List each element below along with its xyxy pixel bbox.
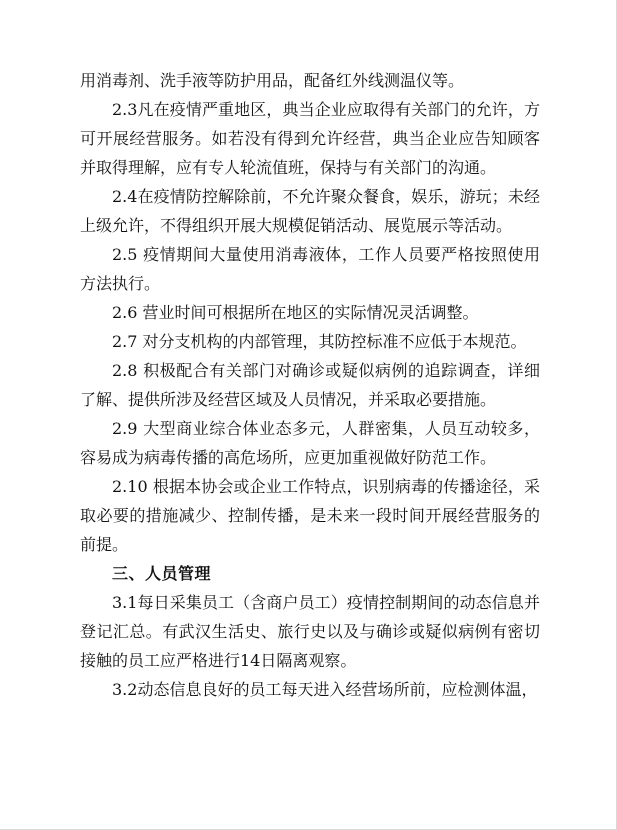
clause-3-2: 3.2动态信息良好的员工每天进入经营场所前，应检测体温， [112,680,538,699]
clause-2-8: 2.8 积极配合有关部门对确诊或疑似病例的追踪调查，详细了解、提供所涉及经营区域及人员情况，并采取必要措施。 [80,361,540,409]
clause-2-3: 2.3凡在疫情严重地区，典当企业应取得有关部门的允许，方可开展经营服务。如若没有得到允许经营，典当企业应告知顾客并取得理解，应有专人轮流值班，保持与有关部门的沟通。 [80,100,540,177]
paragraph-continued: 用消毒剂、洗手液等防护用品，配备红外线测温仪等。 [80,71,465,90]
clause-2-6: 2.6 营业时间可根据所在地区的实际情况灵活调整。 [112,303,479,322]
clause-2-9: 2.9 大型商业综合体业态多元，人群密集，人员互动较多，容易成为病毒传播的高危场所，应更加重视做好防范工作。 [80,419,540,467]
document-body [80,66,540,704]
clause-2-4: 2.4在疫情防控解除前，不允许聚众餐食，娱乐，游玩；未经上级允许，不得组织开展大规模促销活动、展览展示等活动。 [80,187,540,235]
clause-2-5: 2.5 疫情期间大量使用消毒液体，工作人员要严格按照使用方法执行。 [80,245,540,293]
section-heading-personnel: 三、人员管理 [112,564,212,583]
clause-2-10: 2.10 根据本协会或企业工作特点，识别病毒的传播途径，采取必要的措施减少、控制传播，是未来一段时间开展经营服务的前提。 [80,477,540,554]
clause-3-1: 3.1每日采集员工（含商户员工）疫情控制期间的动态信息并登记汇总。有武汉生活史、旅行史以及与确诊或疑似病例有密切接触的员工应严格进行14日隔离观察。 [80,593,540,670]
clause-2-7: 2.7 对分支机构的内部管理，其防控标准不应低于本规范。 [112,332,527,351]
